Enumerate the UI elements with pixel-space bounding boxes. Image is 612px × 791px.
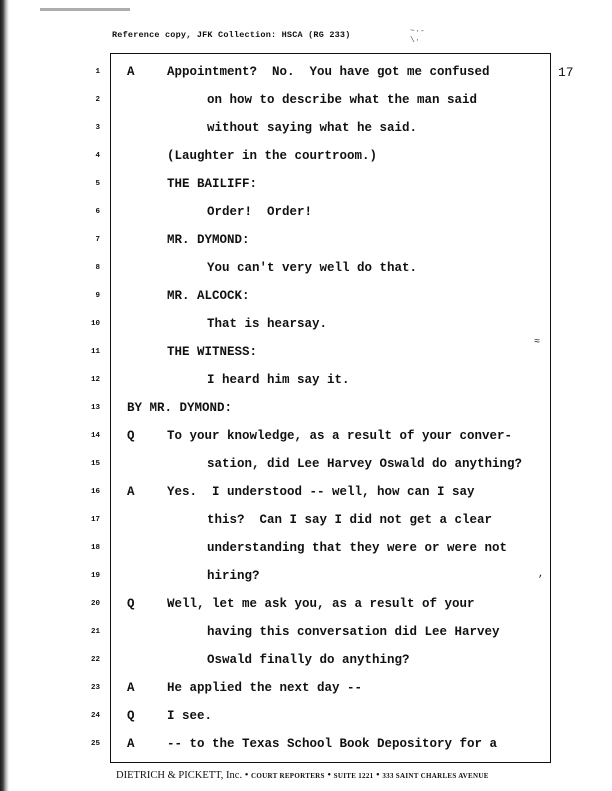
line-text: To your knowledge, as a result of your conver-: [167, 429, 513, 443]
scan-smudge: [40, 8, 130, 11]
line-number: 9: [95, 292, 100, 300]
margin-mark: ,: [538, 569, 545, 580]
transcript-line: [0, 261, 612, 288]
transcript-line: [0, 569, 612, 596]
line-text: Yes. I understood -- well, how can I say: [167, 485, 475, 499]
line-text: Appointment? No. You have got me confused: [167, 65, 490, 79]
line-number: 20: [90, 600, 100, 608]
footer-address: 333 SAINT CHARLES AVENUE: [382, 772, 489, 780]
page-number: 17: [558, 65, 574, 80]
transcript-line: [0, 513, 612, 540]
line-number: 1: [95, 68, 100, 76]
transcript-line: [0, 205, 612, 232]
line-text: this? Can I say I did not get a clear: [207, 513, 493, 527]
line-number: 4: [95, 152, 100, 160]
transcript-line: [0, 681, 612, 708]
line-text: That is hearsay.: [207, 317, 328, 331]
transcript-line: [0, 457, 612, 484]
transcript-line: [0, 373, 612, 400]
line-number: 6: [95, 208, 100, 216]
transcript-line: [0, 709, 612, 736]
line-text: THE BAILIFF:: [167, 177, 258, 191]
transcript-line: [0, 65, 612, 92]
speaker-label: Q: [127, 429, 135, 443]
line-number: 5: [95, 180, 100, 188]
line-number: 15: [90, 460, 100, 468]
transcript-line: [0, 485, 612, 512]
line-number: 10: [90, 320, 100, 328]
transcript-line: [0, 541, 612, 568]
line-text: -- to the Texas School Book Depository for a: [167, 737, 498, 751]
footer-separator: •: [327, 770, 332, 781]
line-number: 14: [90, 432, 100, 440]
line-text: MR. ALCOCK:: [167, 289, 250, 303]
line-number: 17: [90, 516, 100, 524]
line-number: 3: [95, 124, 100, 132]
line-number: 24: [90, 712, 100, 720]
line-text: THE WITNESS:: [167, 345, 258, 359]
footer-role: COURT REPORTERS: [251, 772, 325, 780]
footer-suite: SUITE 1221: [333, 772, 374, 780]
transcript-line: [0, 625, 612, 652]
footer-separator: •: [244, 770, 249, 781]
line-text: Order! Order!: [207, 205, 313, 219]
line-text: understanding that they were or were not: [207, 541, 508, 555]
line-number: 11: [90, 348, 100, 356]
transcript-line: [0, 317, 612, 344]
transcript-line: [0, 149, 612, 176]
transcript-line: [0, 289, 612, 316]
footer: [116, 770, 489, 781]
line-text: MR. DYMOND:: [167, 233, 250, 247]
reference-header: [112, 27, 426, 45]
line-number: 12: [90, 376, 100, 384]
margin-scribble: ~·-\·: [410, 27, 426, 45]
line-text: I see.: [167, 709, 213, 723]
line-text: without saying what he said.: [207, 121, 418, 135]
transcript-line: [0, 401, 612, 428]
footer-firm: DIETRICH & PICKETT, Inc.: [116, 770, 243, 781]
speaker-label: A: [127, 737, 135, 751]
transcript-line: [0, 429, 612, 456]
line-text: sation, did Lee Harvey Oswald do anything?: [207, 457, 523, 471]
line-text: He applied the next day --: [167, 681, 363, 695]
line-text: Well, let me ask you, as a result of your: [167, 597, 475, 611]
line-number: 23: [90, 684, 100, 692]
transcript-line: [0, 177, 612, 204]
line-number: 18: [90, 544, 100, 552]
speaker-label: A: [127, 681, 135, 695]
transcript-line: [0, 653, 612, 680]
line-number: 7: [95, 236, 100, 244]
line-number: 8: [95, 264, 100, 272]
line-text: (Laughter in the courtroom.): [167, 149, 378, 163]
margin-mark: ≈: [534, 337, 541, 348]
line-number: 25: [90, 740, 100, 748]
transcript-line: [0, 93, 612, 120]
transcript-line: [0, 233, 612, 260]
speaker-label: A: [127, 65, 135, 79]
line-text: I heard him say it.: [207, 373, 350, 387]
line-number: 19: [90, 572, 100, 580]
line-text: Oswald finally do anything?: [207, 653, 410, 667]
speaker-label: Q: [127, 709, 135, 723]
footer-separator: •: [376, 770, 380, 781]
line-text: You can't very well do that.: [207, 261, 418, 275]
line-number: 21: [90, 628, 100, 636]
line-text: hiring?: [207, 569, 260, 583]
speaker-label: A: [127, 485, 135, 499]
reference-text: Reference copy, JFK Collection: HSCA (RG 233): [112, 30, 351, 40]
line-text: on how to describe what the man said: [207, 93, 478, 107]
transcript-line: [0, 737, 612, 764]
line-number: 13: [90, 404, 100, 412]
transcript-line: [0, 121, 612, 148]
speaker-label: Q: [127, 597, 135, 611]
transcript-line: [0, 597, 612, 624]
line-number: 16: [90, 488, 100, 496]
line-number: 2: [95, 96, 100, 104]
line-text: having this conversation did Lee Harvey: [207, 625, 500, 639]
transcript-line: [0, 345, 612, 372]
line-number: 22: [90, 656, 100, 664]
line-text: BY MR. DYMOND:: [127, 401, 233, 415]
